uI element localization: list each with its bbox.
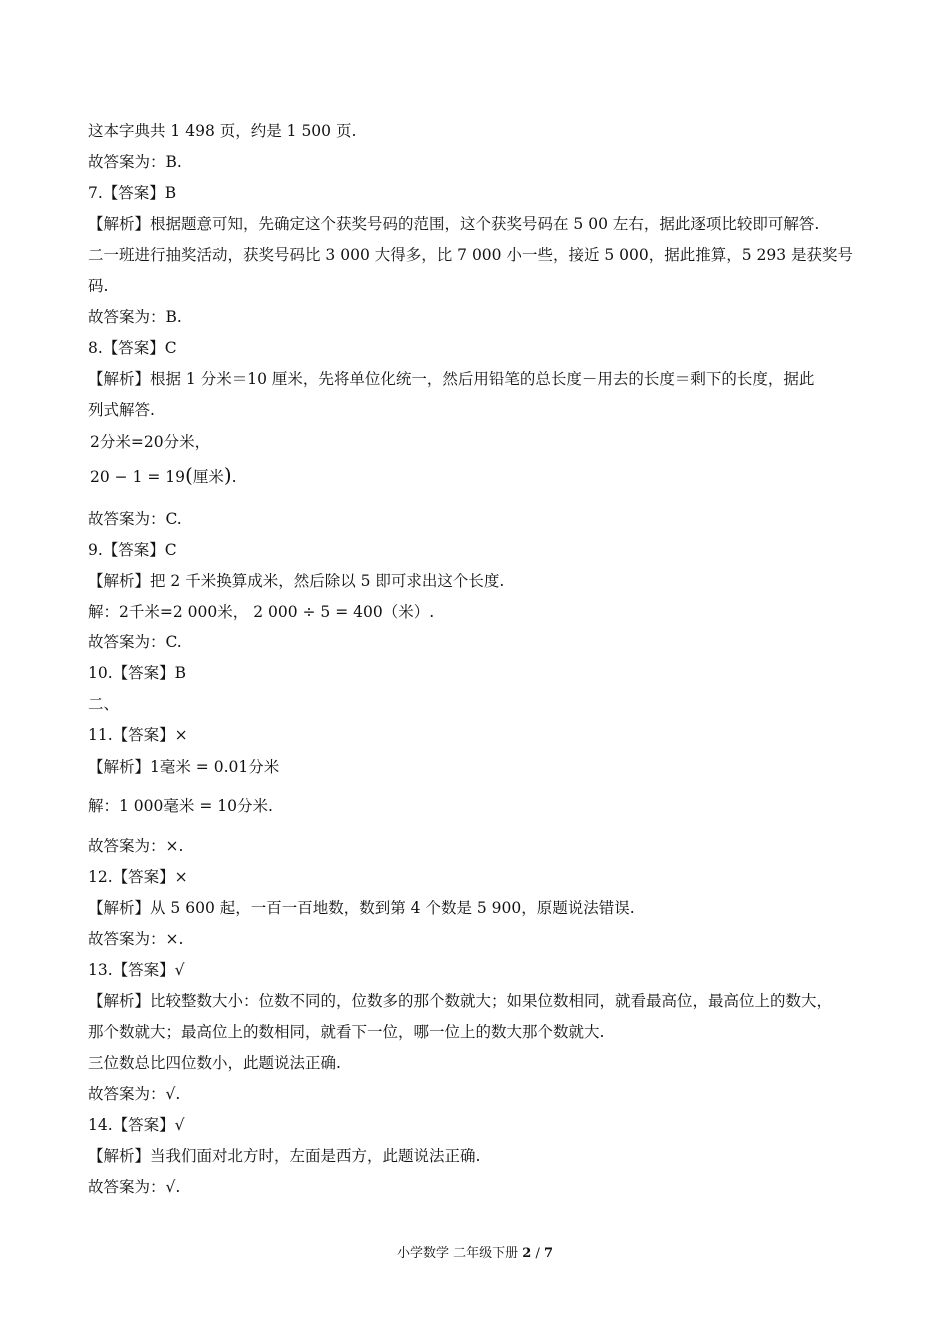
- formula-unit-conversion: 2分米=20分米，: [90, 433, 211, 451]
- paren-close: ): [223, 463, 232, 487]
- question-answer-heading: 7.【答案】B: [88, 184, 177, 202]
- analysis-line: 【解析】把 2 千米换算成米，然后除以 5 即可求出这个长度.: [88, 572, 505, 590]
- footer-grade: 二年级下册: [453, 1246, 519, 1261]
- formula-mm-dm: 1毫米 = 0.01分米: [150, 758, 280, 776]
- formula-subtraction: [88, 458, 878, 504]
- page-number-separator: /: [535, 1246, 540, 1261]
- section-heading: 二、: [88, 695, 120, 713]
- answer-conclusion: 故答案为：×.: [88, 930, 184, 948]
- formula-period: .: [429, 603, 435, 621]
- answer-conclusion: 故答案为：×.: [88, 837, 184, 855]
- page-number-total: 7: [543, 1246, 554, 1261]
- solution-label: 解：: [88, 797, 120, 815]
- question-answer-heading: 13.【答案】√: [88, 961, 185, 979]
- footer-subject: 小学数学: [396, 1246, 449, 1261]
- document-body: [88, 116, 878, 1203]
- text-line: 三位数总比四位数小，此题说法正确.: [88, 1054, 341, 1072]
- question-answer-heading: 11.【答案】×: [88, 726, 188, 744]
- formula-period: .: [231, 468, 237, 486]
- text-line: 这本字典共 1 498 页，约是 1 500 页.: [88, 122, 357, 140]
- formula-solution: [88, 789, 878, 831]
- question-answer-heading: 8.【答案】C: [88, 339, 177, 357]
- answer-conclusion: 故答案为：C.: [88, 633, 182, 651]
- analysis-line: 【解析】比较整数大小：位数不同的，位数多的那个数就大；如果位数相同，就看最高位，最高位上的数大，: [88, 992, 833, 1010]
- question-answer-heading: 9.【答案】C: [88, 541, 177, 559]
- paren-open: (: [185, 463, 193, 487]
- text-line: 码.: [88, 277, 109, 295]
- question-answer-heading: 10.【答案】B: [88, 664, 187, 682]
- analysis-formula: [88, 751, 878, 789]
- formula-conversion: 1 000毫米 = 10分米: [119, 797, 268, 815]
- answer-conclusion: 故答案为：√.: [88, 1085, 181, 1103]
- formula-conversion: 2千米=2 000米，: [119, 603, 249, 621]
- formula-solution: [88, 597, 878, 627]
- formula-expression: 20 − 1 = 19: [90, 468, 185, 486]
- analysis-line: 【解析】从 5 600 起，一百一百地数，数到第 4 个数是 5 900，原题说法错误.: [88, 899, 635, 917]
- formula-unit: （米）: [382, 603, 430, 621]
- page-footer: [0, 1244, 950, 1264]
- answer-conclusion: 故答案为：B.: [88, 308, 182, 326]
- formula-unit: 厘米: [192, 468, 224, 486]
- analysis-line: 【解析】根据题意可知，先确定这个获奖号码的范围，这个获奖号码在 5 00 左右，据此逐项比较即可解答.: [88, 215, 820, 233]
- solution-label: 解：: [88, 603, 120, 621]
- text-line: 那个数就大；最高位上的数相同，就看下一位，哪一位上的数大那个数就大.: [88, 1023, 605, 1041]
- analysis-line: 【解析】当我们面对北方时，左面是西方，此题说法正确.: [88, 1147, 481, 1165]
- text-line: 列式解答.: [88, 401, 155, 419]
- page-number-current: 2: [522, 1246, 532, 1261]
- answer-conclusion: 故答案为：C.: [88, 510, 182, 528]
- text-line: 二一班进行抽奖活动，获奖号码比 3 000 大得多，比 7 000 小一些，接近 5 000，据此推算，5 293 是获奖号: [88, 246, 854, 264]
- analysis-label: 【解析】: [88, 758, 151, 776]
- formula-division: 2 000 ÷ 5 = 400: [253, 603, 383, 621]
- answer-conclusion: 故答案为：√.: [88, 1178, 181, 1196]
- question-answer-heading: 14.【答案】√: [88, 1116, 185, 1134]
- question-answer-heading: 12.【答案】×: [88, 868, 188, 886]
- analysis-line: 【解析】根据 1 分米＝10 厘米，先将单位化统一，然后用铅笔的总长度－用去的长度＝剩下的长度，据此: [88, 370, 815, 388]
- formula-period: .: [267, 797, 273, 815]
- answer-conclusion: 故答案为：B.: [88, 153, 182, 171]
